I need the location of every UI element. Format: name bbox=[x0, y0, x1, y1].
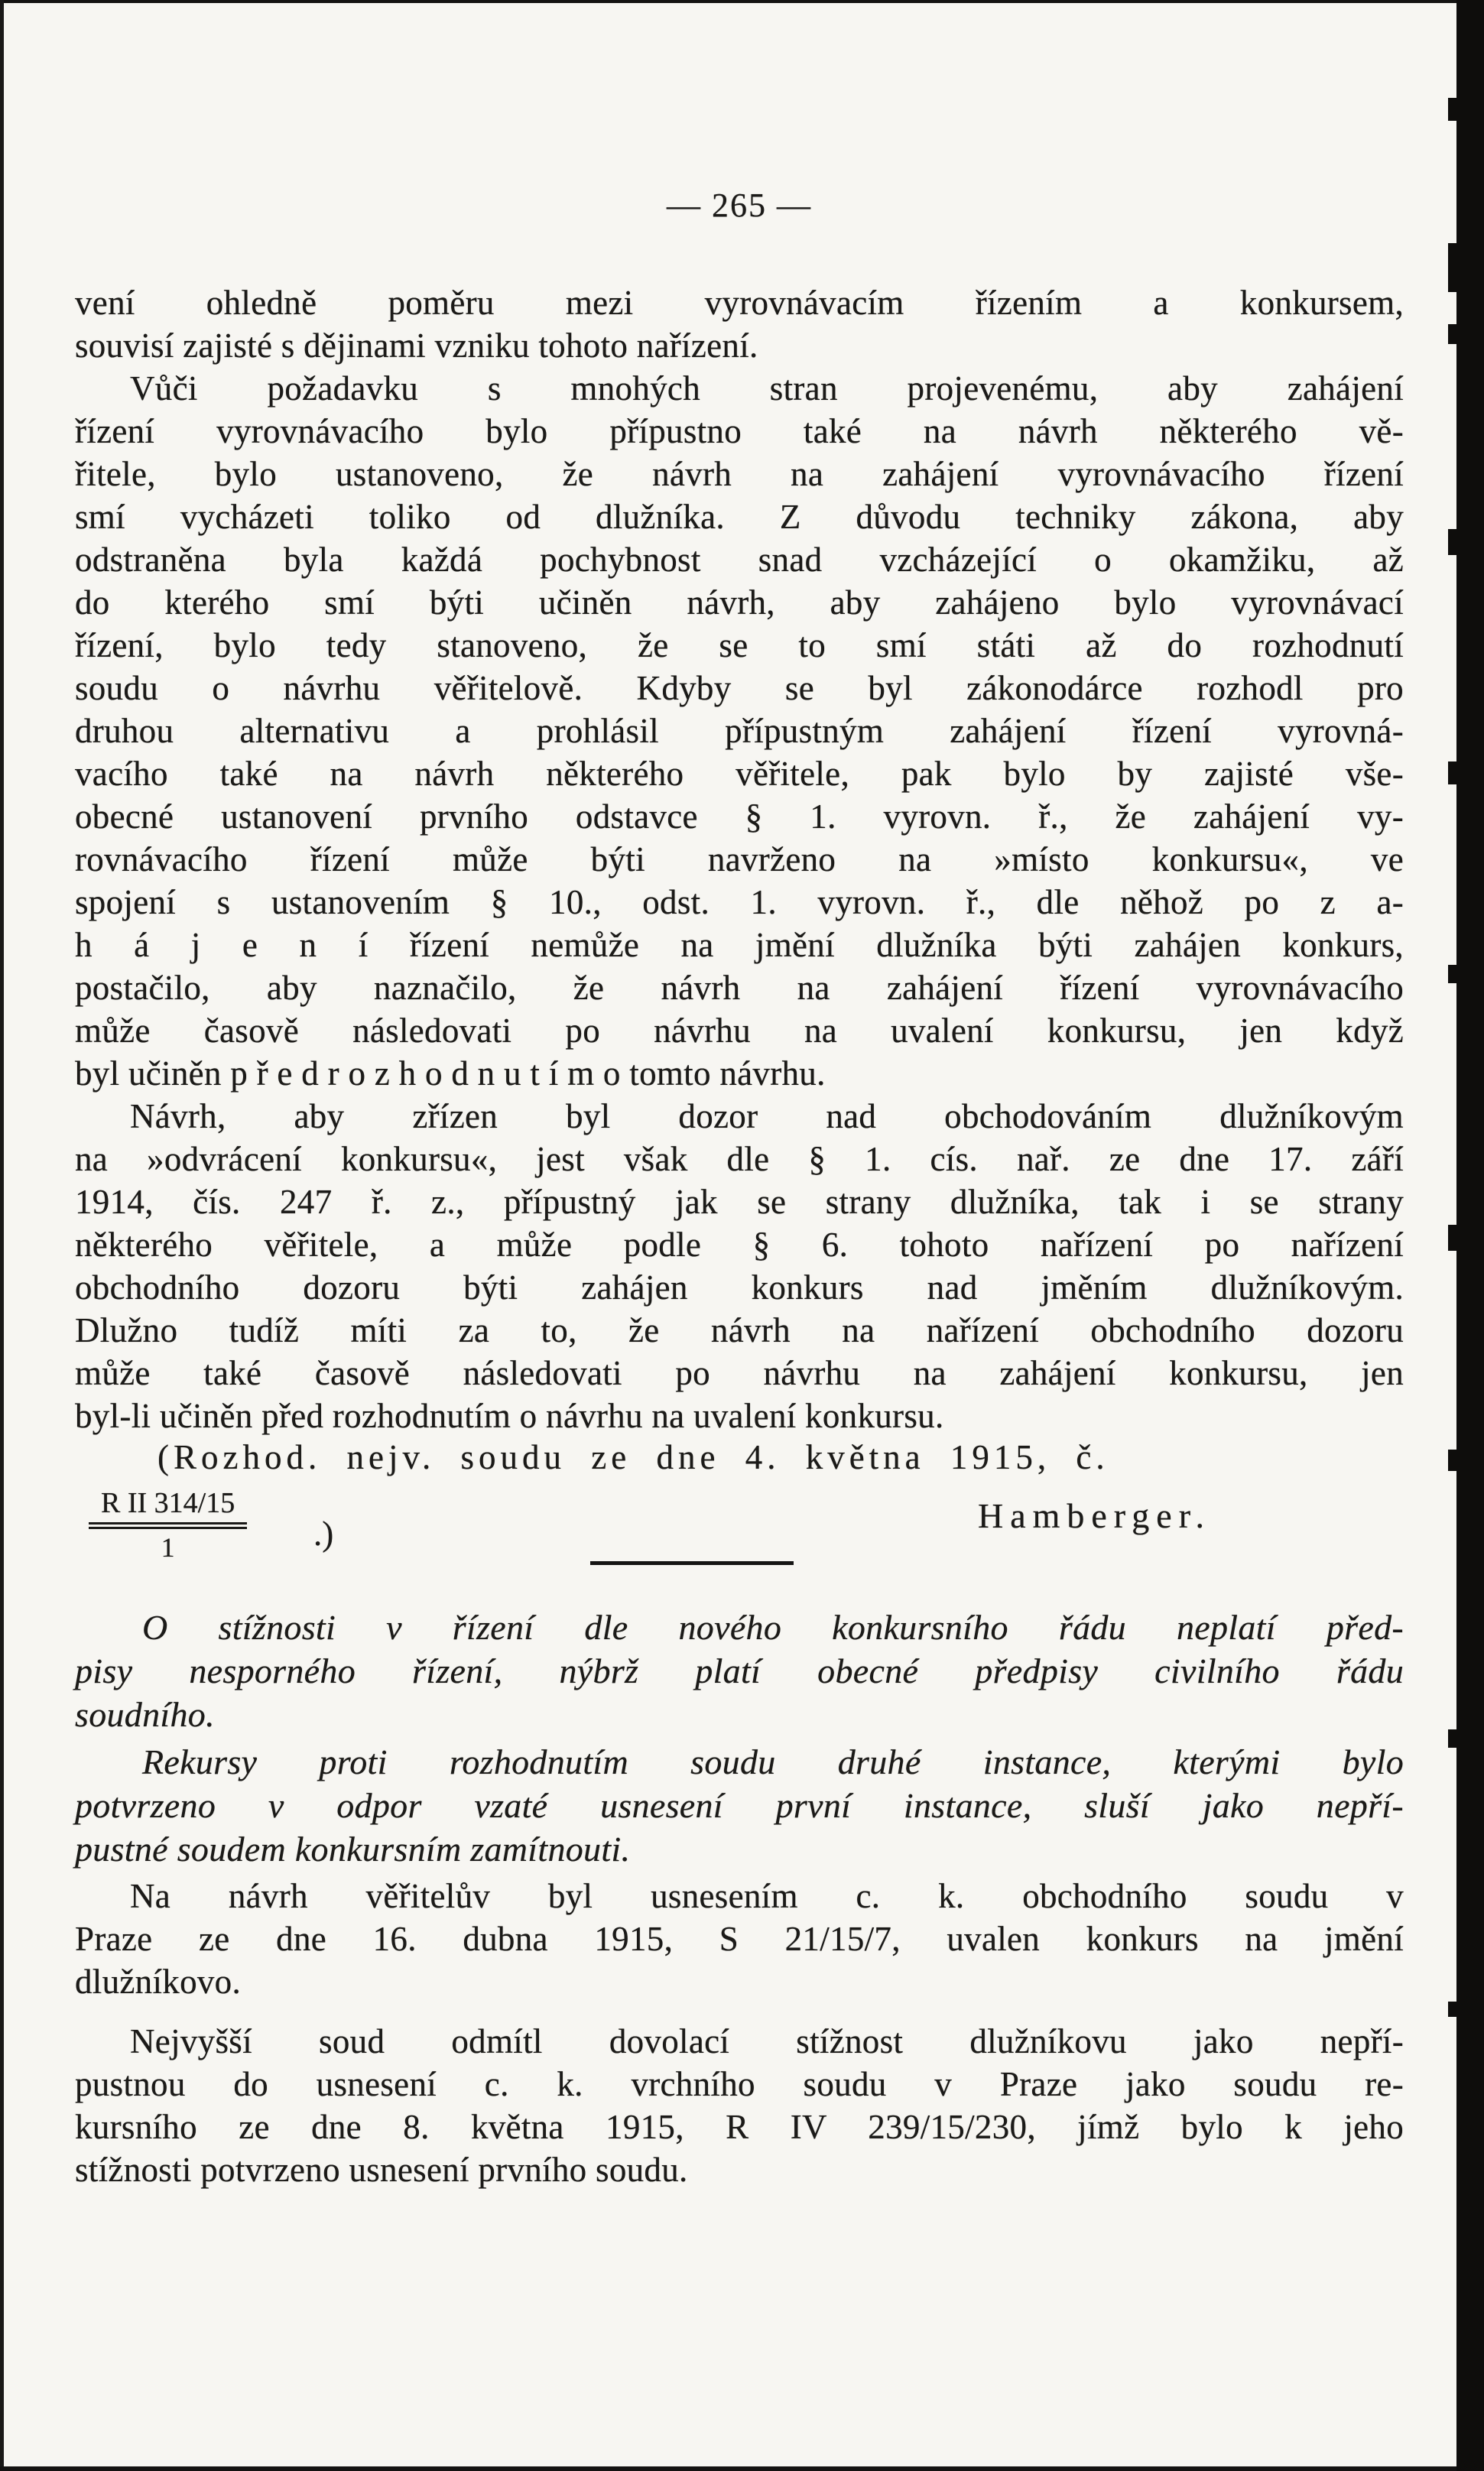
text-line: postačilo, aby naznačilo, že návrh na zahájení řízení vyrovnávacího bbox=[75, 969, 1404, 1007]
text-line: některého věřitele, a může podle § 6. tohoto nařízení po nařízení bbox=[75, 1226, 1404, 1264]
text-line: soudního. bbox=[75, 1695, 215, 1734]
text-line: byl-li učiněn před rozhodnutím o návrhu na uvalení konkursu. bbox=[75, 1397, 944, 1435]
text-line: Dlužno tudíž míti za to, že návrh na nařízení obchodního dozoru bbox=[75, 1311, 1404, 1349]
text-line: 1914, čís. 247 ř. z., přípustný jak se strany dlužníka, tak i se strany bbox=[75, 1183, 1404, 1221]
text-line: rovnávacího řízení může býti navrženo na »místo konkursu«, ve bbox=[75, 840, 1404, 878]
text-line: pisy nesporného řízení, nýbrž platí obecné předpisy civilního řádu bbox=[75, 1651, 1404, 1690]
headnote-paragraph-2 bbox=[75, 1740, 1404, 1871]
text-line: smí vycházeti toliko od dlužníka. Z důvodu techniky zákona, aby bbox=[75, 498, 1404, 536]
text-line: řízení, bylo tedy stanoveno, že se to smí státi až do rozhodnutí bbox=[75, 626, 1404, 664]
facts-paragraph-2 bbox=[75, 2020, 1404, 2191]
scan-artifact bbox=[1448, 529, 1458, 555]
docket-number bbox=[89, 1486, 247, 1563]
judge-name: Hamberger. bbox=[977, 1496, 1211, 1535]
paragraph-reasoning-2 bbox=[75, 1095, 1404, 1437]
text-line: Návrh, aby zřízen byl dozor nad obchodováním dlužníkovým bbox=[130, 1097, 1404, 1135]
text-line: řízení vyrovnávacího bylo přípustno také na návrh některého vě- bbox=[75, 412, 1404, 450]
text-line: do kterého smí býti učiněn návrh, aby zahájeno bylo vyrovnávací bbox=[75, 583, 1404, 622]
text-line: pustnou do usnesení c. k. vrchního soudu v Praze jako soudu re- bbox=[75, 2065, 1404, 2103]
scan-artifact bbox=[1448, 1225, 1458, 1251]
scan-artifact bbox=[1448, 1450, 1458, 1471]
scan-artifact bbox=[1448, 98, 1458, 121]
text-line: pustné soudem konkursním zamítnouti. bbox=[75, 1830, 631, 1869]
text-line: kursního ze dne 8. května 1915, R IV 239/15/230, jímž bylo k jeho bbox=[75, 2108, 1404, 2146]
citation-closing: .) bbox=[313, 1515, 334, 1553]
scan-artifact bbox=[1448, 761, 1458, 784]
text-line: spojení s ustanovením § 10., odst. 1. vyrovn. ř., dle něhož po z a- bbox=[75, 883, 1404, 921]
text-line: soudu o návrhu věřitelově. Kdyby se byl zákonodárce rozhodl pro bbox=[75, 669, 1404, 707]
text-line: O stížnosti v řízení dle nového konkursního řádu neplatí před- bbox=[142, 1608, 1404, 1647]
text-line: vení ohledně poměru mezi vyrovnávacím řízením a konkursem, bbox=[75, 284, 1404, 322]
text-line: dlužníkovo. bbox=[75, 1963, 242, 2001]
text-line: stížnosti potvrzeno usnesení prvního soudu. bbox=[75, 2151, 688, 2189]
text-line: obchodního dozoru býti zahájen konkurs nad jměním dlužníkovým. bbox=[75, 1268, 1404, 1307]
paragraph-reasoning-1 bbox=[75, 367, 1404, 1095]
text-line: odstraněna byla každá pochybnost snad vzcházející o okamžiku, až bbox=[75, 541, 1404, 579]
text-line: může časově následovati po návrhu na uvalení konkursu, jen když bbox=[75, 1011, 1404, 1050]
text-line: Nejvyšší soud odmítl dovolací stížnost dlužníkovu jako nepří- bbox=[130, 2022, 1404, 2060]
docket-numerator: R II 314/15 bbox=[89, 1486, 247, 1529]
text-line: souvisí zajisté s dějinami vzniku tohoto nařízení. bbox=[75, 326, 758, 365]
citation-intro: (Rozhod. nejv. soudu ze dne 4. května 1915, č. bbox=[157, 1438, 1109, 1476]
text-line: byl učiněn p ř e d r o z h o d n u t í m o tomto návrhu. bbox=[75, 1054, 826, 1093]
facts-paragraph-1 bbox=[75, 1875, 1404, 2003]
text-line: vacího také na návrh některého věřitele, pak bylo by zajisté vše- bbox=[75, 755, 1404, 793]
text-line: na »odvrácení konkursu«, jest však dle § 1. cís. nař. ze dne 17. září bbox=[75, 1140, 1404, 1178]
text-line: obecné ustanovení prvního odstavce § 1. vyrovn. ř., že zahájení vy- bbox=[75, 797, 1404, 836]
text-line: může také časově následovati po návrhu na zahájení konkursu, jen bbox=[75, 1354, 1404, 1392]
scan-artifact bbox=[1448, 965, 1458, 983]
section-divider bbox=[590, 1561, 794, 1565]
text-line: Na návrh věřitelův byl usnesením c. k. obchodního soudu v bbox=[130, 1877, 1404, 1915]
text-line: Rekursy proti rozhodnutím soudu druhé instance, kterými bylo bbox=[142, 1742, 1404, 1781]
text-line: druhou alternativu a prohlásil přípustným zahájení řízení vyrovná- bbox=[75, 712, 1404, 750]
scan-edge-bottom bbox=[0, 2466, 1484, 2471]
text-line: potvrzeno v odpor vzaté usnesení první instance, sluší jako nepří- bbox=[75, 1786, 1404, 1825]
text-line: Vůči požadavku s mnohých stran projevenému, aby zahájení bbox=[130, 369, 1404, 408]
text-line: h á j e n í řízení nemůže na jmění dlužníka býti zahájen konkurs, bbox=[75, 926, 1404, 964]
scan-artifact bbox=[1448, 243, 1458, 292]
page-number: — 265 — bbox=[667, 187, 812, 224]
headnote-paragraph-1 bbox=[75, 1606, 1404, 1736]
text-line: řitele, bylo ustanoveno, že návrh na zahájení vyrovnávacího řízení bbox=[75, 455, 1404, 493]
scan-edge-right bbox=[1456, 0, 1484, 2471]
docket-denominator: 1 bbox=[161, 1532, 175, 1563]
scan-edge-top bbox=[0, 0, 1484, 3]
scan-edge-left bbox=[0, 0, 4, 2471]
text-line: Praze ze dne 16. dubna 1915, S 21/15/7, uvalen konkurs na jmění bbox=[75, 1920, 1404, 1958]
scan-artifact bbox=[1448, 324, 1458, 344]
scan-artifact bbox=[1448, 1729, 1458, 1748]
paragraph-continuation bbox=[75, 281, 1404, 367]
scan-artifact bbox=[1448, 2002, 1458, 2017]
